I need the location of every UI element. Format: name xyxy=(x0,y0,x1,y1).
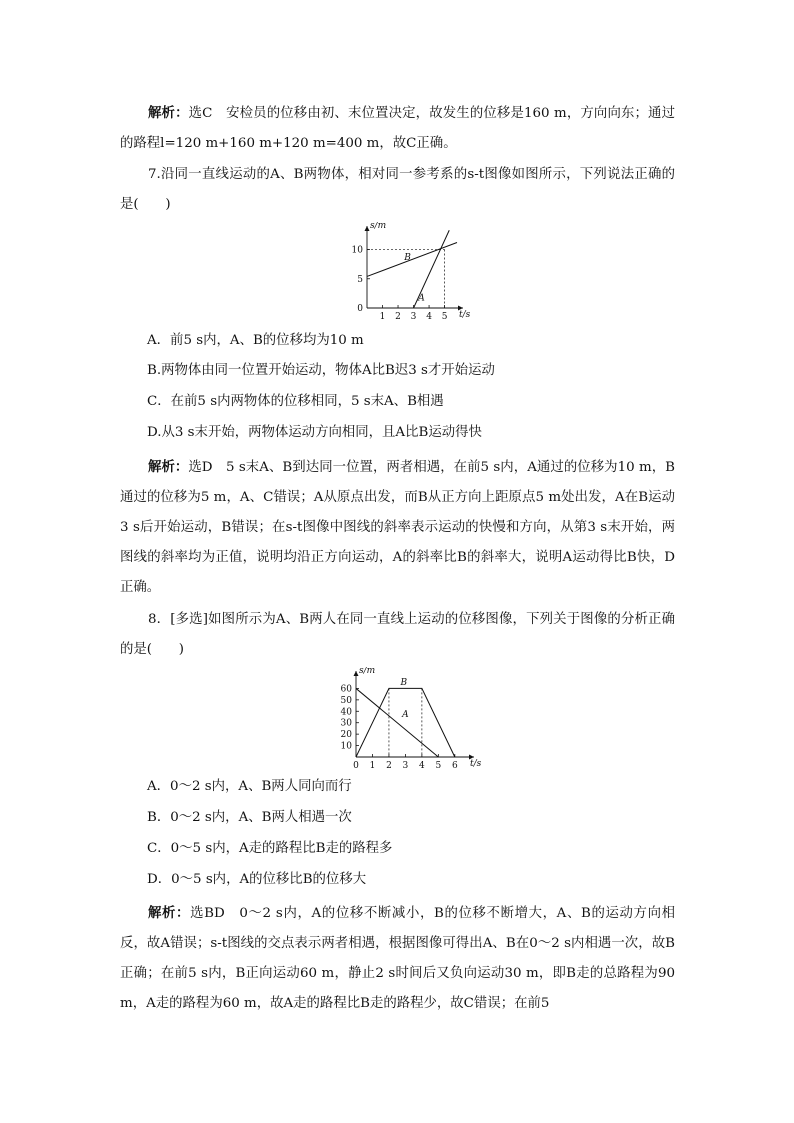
analysis-label: 解析： xyxy=(148,105,189,121)
x-tick-label: 6 xyxy=(451,761,458,771)
series-label: B xyxy=(400,678,408,688)
q8-option-a[interactable]: A．0～2 s内，A、B两人同向而行 xyxy=(147,779,352,794)
analysis-text: 选BD 0～2 s内，A的位移不断减小，B的位移不断增大，A、B的运动方向相反，故A错误；s-t图线的交点表示两者相遇，根据图像可得出A、B在0～2 s内相遇一次，故B正确；在前5 s内，B正向运动60 m，静止2 s时间后又负向运动30 m，即B走的总路程为90 m，A走的路程为60 m，故A走的路程比B走的路程少，故C错误；在前5 xyxy=(120,906,675,1011)
y-tick-label: 60 xyxy=(340,684,352,695)
x-tick-label: 2 xyxy=(386,761,392,771)
series-line-b xyxy=(367,243,457,277)
question-8-stem: 8．[多选]如图所示为A、B两人在同一直线上运动的位移图像，下列关于图像的分析正确的是( ) xyxy=(120,612,675,657)
y-axis-arrow xyxy=(365,226,370,231)
x-tick-label: 1 xyxy=(369,761,376,771)
question-7-stem: 7.沿同一直线运动的A、B两物体，相对同一参考系的s-t图像如图所示，下列说法正确的是( ) xyxy=(120,167,675,212)
series-line-a xyxy=(356,688,438,757)
analysis-text: 选C 安检员的位移由初、末位置决定，故发生的位移是160 m，方向向东；通过的路程l=120 m+160 m+120 m=400 m，故C正确。 xyxy=(120,106,675,151)
analysis-text: 选D 5 s末A、B到达同一位置，两者相遇，在前5 s内，A通过的位移为10 m，B通过的位移为5 m，A、C错误；A从原点出发，而B从正方向上距原点5 m处出发，A在B运动3 s后开始运动，B错误；在s-t图像中图线的斜率表示运动的快慢和方向，从第3 s末开始，两图线的斜率均为正值，说明均沿正方向运动，A的斜率比B的斜率大，说明A运动得比B快，D正确。 xyxy=(120,460,676,595)
analysis-q7 xyxy=(120,452,675,603)
q8-option-c[interactable]: C．0～5 s内，A走的路程比B走的路程多 xyxy=(147,841,393,856)
x-axis-label: t/s xyxy=(470,759,482,769)
y-tick-label: 40 xyxy=(340,707,352,718)
series-label: B xyxy=(404,253,411,264)
y-axis-arrow xyxy=(354,671,359,676)
x-tick-label: 1 xyxy=(379,312,386,322)
x-tick-label: 5 xyxy=(441,312,448,322)
x-tick-label: 4 xyxy=(419,761,425,771)
y-tick-label: 5 xyxy=(357,274,363,285)
series-line-b xyxy=(356,688,455,757)
q7-option-c[interactable]: C．在前5 s内两物体的位移相同，5 s末A、B相遇 xyxy=(147,394,444,409)
q7-option-a[interactable]: A．前5 s内，A、B的位移均为10 m xyxy=(147,333,364,348)
series-label: A xyxy=(418,293,425,304)
y-tick-label: 20 xyxy=(340,730,352,741)
x-tick-label: 5 xyxy=(435,761,442,771)
q7-option-d[interactable]: D.从3 s末开始，两物体运动方向相同，且A比B运动得快 xyxy=(147,425,482,440)
y-tick-label: 50 xyxy=(340,695,352,706)
y-tick-label: 10 xyxy=(340,741,352,752)
analysis-label: 解析： xyxy=(148,459,189,475)
x-tick-label: 3 xyxy=(410,312,417,322)
x-tick-label: 4 xyxy=(426,312,432,322)
q7-option-b[interactable]: B.两物体由同一位置开始运动，物体A比B迟3 s才开始运动 xyxy=(147,363,495,378)
x-tick-label: 0 xyxy=(353,761,359,771)
q8-option-d[interactable]: D．0～5 s内，A的位移比B的位移大 xyxy=(147,872,367,887)
x-tick-label: 2 xyxy=(395,312,401,322)
y-axis-label: s/m xyxy=(359,667,376,676)
chart-q7 xyxy=(345,222,480,322)
y-tick-label: 10 xyxy=(351,245,363,256)
y-axis-label: s/m xyxy=(370,222,387,231)
y-tick-label: 0 xyxy=(357,304,363,314)
x-axis-label: t/s xyxy=(459,310,471,320)
q8-option-b[interactable]: B．0～2 s内，A、B两人相遇一次 xyxy=(147,810,352,825)
series-label: A xyxy=(402,710,409,720)
chart-q8 xyxy=(330,667,490,771)
x-tick-label: 3 xyxy=(402,761,409,771)
y-tick-label: 30 xyxy=(340,718,352,729)
analysis-label: 解析： xyxy=(148,905,191,921)
analysis-q8 xyxy=(120,898,675,1019)
analysis-q6 xyxy=(120,98,675,159)
